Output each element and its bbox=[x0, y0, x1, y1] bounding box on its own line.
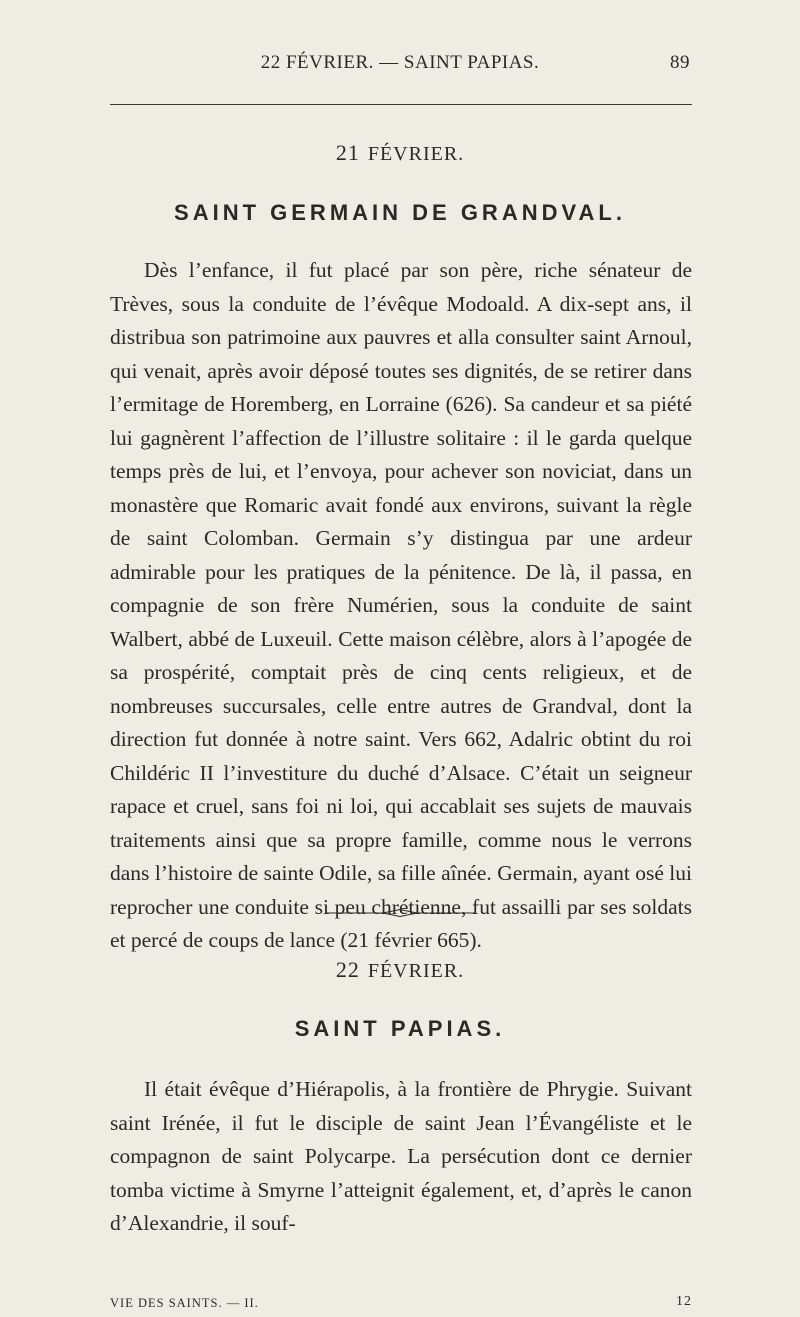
section-1-text: Dès l’enfance, il fut placé par son père, riche sénateur de Trèves, sous la conduite de l’évêque Modoald. A dix-sept ans, il distribua son patrimoine aux pauvres et alla consulter saint Arnoul, qui venait, après avoir déposé toutes ses dignités, de se retirer dans l’ermitage de Horemberg, en Lorraine (626). Sa candeur et sa piété lui gagnèrent l’affection de l’illustre solitaire : il le garda quelque temps près de lui, et l’envoya, pour achever son noviciat, dans un monastère que Romaric avait fondé aux environs, suivant la règle de saint Colomban. Germain s’y distingua par une ardeur admirable pour les pratiques de la pénitence. De là, il passa, en compagnie de son frère Numérien, sous la conduite de saint Walbert, abbé de Luxeuil. Cette maison célèbre, alors à l’apogée de sa prospérité, comptait près de cinq cents religieux, et de nombreuses succursales, celle entre autres de Grandval, dont la direction fut donnée à notre saint. Vers 662, Adalric obtint du roi Childéric II l’investiture du duché d’Alsace. C’était un seigneur rapace et cruel, sans foi ni loi, qui accablait ses sujets de mauvais traitements ainsi que sa propre famille, comme nous le verrons dans l’histoire de sainte Odile, sa fille aînée. Germain, ayant osé lui reprocher une conduite si peu chrétienne, fut assailli par ses soldats et percé de coups de lance (21 février 665). bbox=[110, 258, 692, 952]
date-heading-2-month: FÉVRIER. bbox=[367, 960, 465, 982]
running-head-date: 22 FÉVRIER. — bbox=[260, 52, 399, 73]
footer-left: VIE DES SAINTS. — II. bbox=[110, 1296, 259, 1310]
date-heading-2 bbox=[0, 957, 800, 983]
date-heading-1-number: 21 bbox=[335, 140, 360, 165]
running-head-title: SAINT PAPIAS. bbox=[403, 52, 540, 73]
section-2-text: Il était évêque d’Hiérapolis, à la frontière de Phrygie. Suivant saint Irénée, il fut le disciple de saint Jean l’Évangéliste et le compagnon de saint Polycarpe. La persécution dont ce dernier tomba victime à Smyrne l’atteignit également, et, d’après le canon d’Alexandrie, il souf- bbox=[110, 1077, 692, 1235]
running-head-center bbox=[110, 52, 690, 74]
page-footer bbox=[110, 1296, 692, 1311]
header-rule bbox=[110, 104, 692, 105]
page-number: 89 bbox=[670, 52, 690, 73]
fleuron-divider bbox=[325, 908, 475, 918]
date-heading-2-number: 22 bbox=[335, 957, 360, 982]
signature-mark: 12 bbox=[676, 1294, 692, 1309]
saint-title-1: SAINT GERMAIN DE GRANDVAL. bbox=[174, 200, 626, 225]
date-heading-1 bbox=[0, 140, 800, 166]
date-heading-1-month: FÉVRIER. bbox=[367, 143, 465, 165]
saint-title-2: SAINT PAPIAS. bbox=[294, 1016, 506, 1041]
